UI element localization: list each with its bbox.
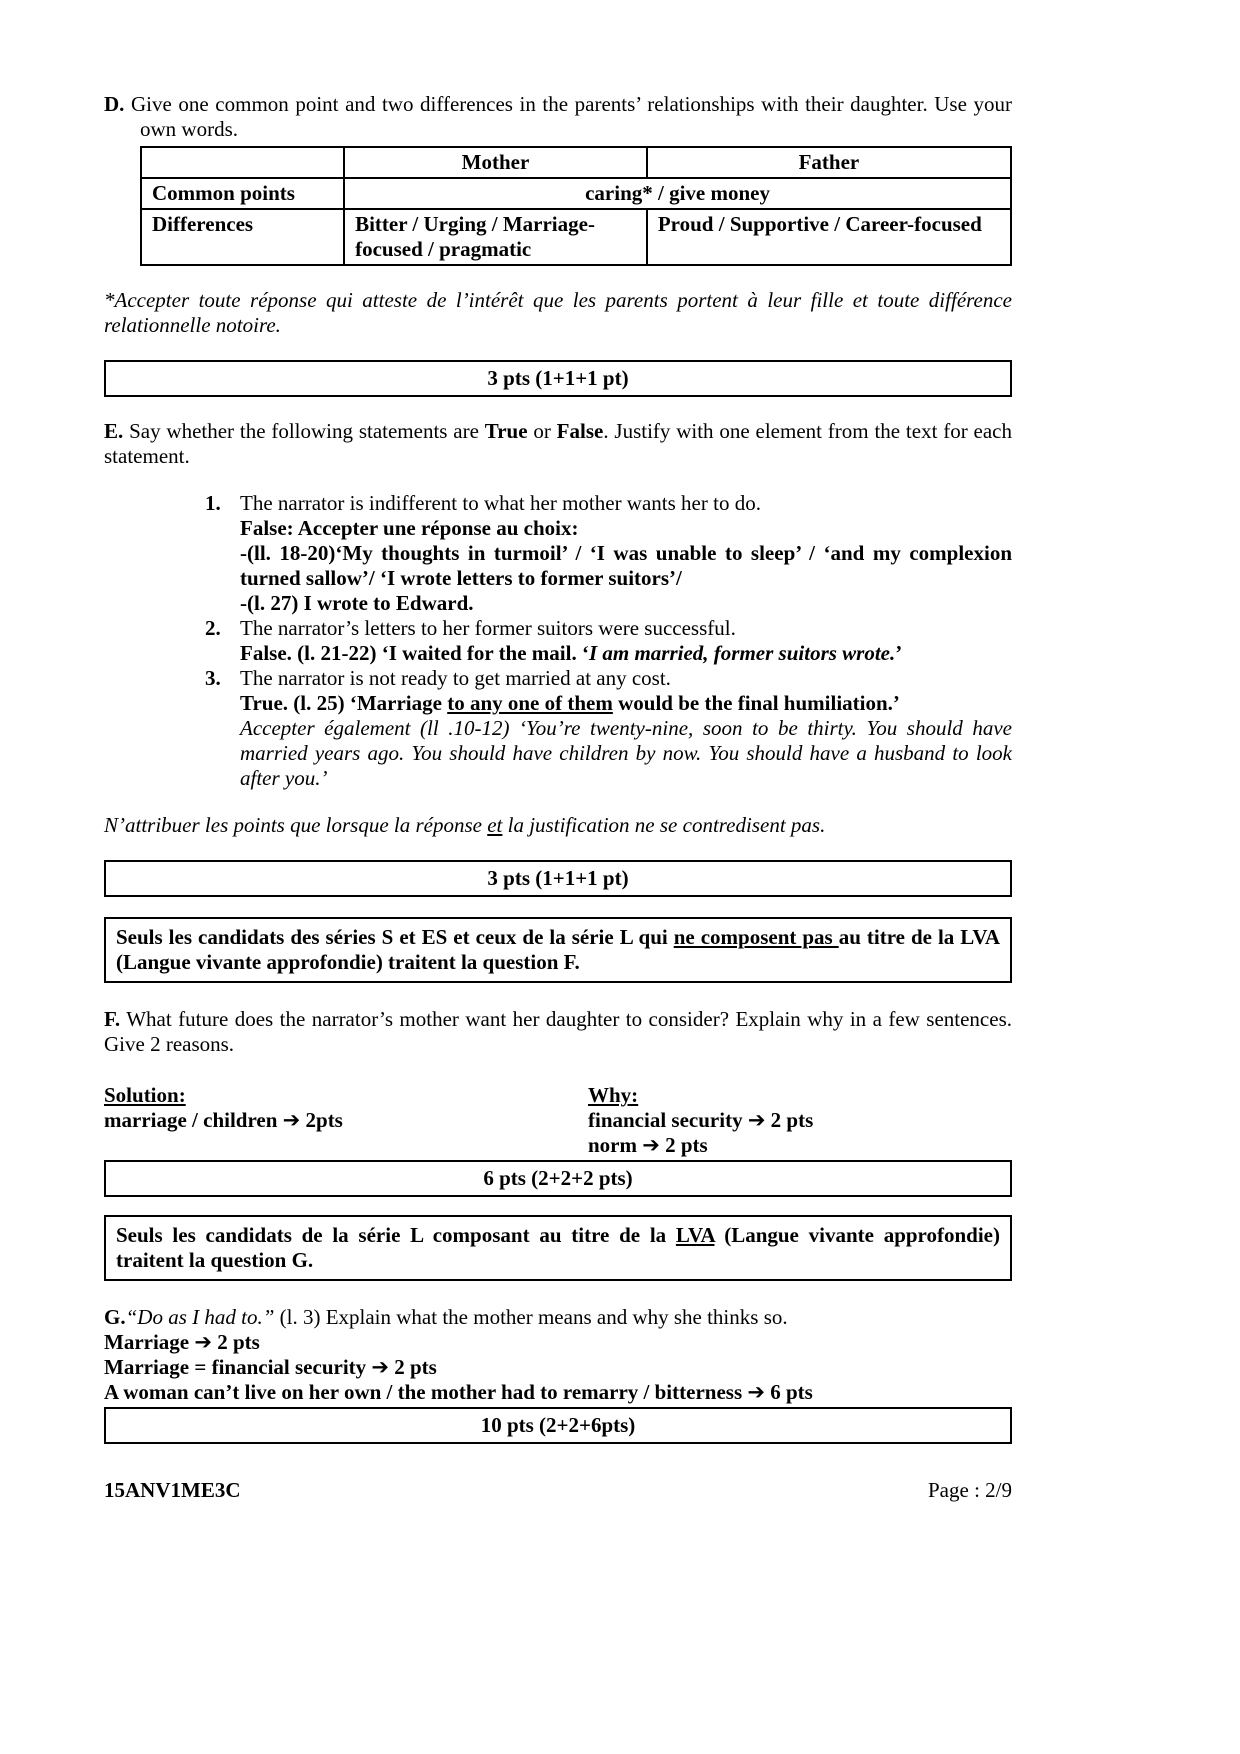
- table-diff-label: Differences: [141, 209, 344, 265]
- word-false: False: [556, 419, 604, 443]
- section-f-text: What future does the narrator’s mother want her daughter to consider? Explain why in a few sentences. Give 2 reasons.: [104, 1007, 1012, 1056]
- section-e-intro: [104, 419, 1012, 469]
- text-run: would be the final humiliation.’: [612, 691, 900, 715]
- answer-line: -(ll. 18-20)‘My thoughts in turmoil’ / ‘I was unable to sleep’ / ‘and my complexion turned sallow’/ ‘I wrote letters to former suitors’/: [240, 541, 1012, 590]
- text-run: N’attribuer les points que lorsque la réponse: [104, 813, 488, 837]
- item-number: 3.: [205, 666, 221, 690]
- answers-table: [140, 146, 1012, 266]
- table-common-row: [141, 178, 1011, 209]
- section-f-intro: [104, 1007, 1012, 1057]
- points-box-f: 6 pts (2+2+2 pts): [104, 1160, 1012, 1197]
- statement-line: [205, 491, 1012, 516]
- text-run: Say whether the following statements are: [123, 419, 485, 443]
- section-d-text: Give one common point and two differences in the parents’ relationships with their daughter. Use your own words.: [131, 92, 1012, 141]
- notice-question-g: [104, 1215, 1012, 1281]
- table-header-row: [141, 147, 1011, 178]
- item-number: 1.: [205, 491, 221, 515]
- text-run: Seuls les candidats de la série L composant au titre de la: [116, 1223, 676, 1247]
- table-header-mother: Mother: [344, 147, 647, 178]
- document-code: 15ANV1ME3C: [104, 1478, 241, 1502]
- statements-list: [205, 491, 1012, 791]
- why-line: financial security ➔ 2 pts: [588, 1108, 814, 1132]
- why-heading: Why:: [588, 1083, 639, 1107]
- solution-column: [104, 1083, 588, 1158]
- table-common-value: caring* / give money: [344, 178, 1011, 209]
- statement-text: The narrator’s letters to her former suitors were successful.: [240, 616, 736, 640]
- statement-item-1: [205, 491, 1012, 616]
- answer-extra-note: Accepter également (ll .10-12) ‘You’re twenty-nine, soon to be thirty. You should have married years ago. You should have children by now. You should have a husband to look after you.’: [240, 716, 1012, 790]
- answer-line: Marriage = financial security ➔ 2 pts: [104, 1355, 437, 1379]
- underlined-text: to any one of them: [447, 691, 613, 715]
- why-column: [588, 1083, 1012, 1158]
- page-footer: [104, 1478, 1012, 1503]
- text-run: or: [527, 419, 557, 443]
- section-g-intro: [104, 1305, 1012, 1330]
- text-run: ’: [895, 641, 903, 665]
- notice-question-f: [104, 917, 1012, 983]
- word-true: True: [484, 419, 528, 443]
- section-e-label: E.: [104, 419, 124, 443]
- points-box-d: 3 pts (1+1+1 pt): [104, 360, 1012, 397]
- table-header-empty-cell: [141, 147, 344, 178]
- underlined-text: ne composent pas: [673, 925, 839, 949]
- table-diff-father: Proud / Supportive / Career-focused: [647, 209, 1011, 265]
- table-header-father: Father: [647, 147, 1011, 178]
- section-g-label: G.: [104, 1305, 126, 1329]
- text-run: True. (l. 25) ‘Marriage: [240, 691, 448, 715]
- page-number: Page : 2/9: [928, 1478, 1012, 1502]
- table-differences-row: [141, 209, 1011, 265]
- statement-item-2: [205, 616, 1012, 666]
- text-run: Seuls les candidats des séries S et ES et ceux de la série L qui: [116, 925, 674, 949]
- points-box-g: 10 pts (2+2+6pts): [104, 1407, 1012, 1444]
- answer-line: A woman can’t live on her own / the mother had to remarry / bitterness ➔ 6 pts: [104, 1380, 813, 1404]
- points-box-e: 3 pts (1+1+1 pt): [104, 860, 1012, 897]
- text-run: la justification ne se contredisent pas.: [502, 813, 826, 837]
- answer-line: [240, 691, 1012, 716]
- statement-line: [205, 616, 1012, 641]
- statement-line: [205, 666, 1012, 691]
- statement-text: The narrator is not ready to get married at any cost.: [240, 666, 671, 690]
- answer-line: Marriage ➔ 2 pts: [104, 1330, 260, 1354]
- table-common-label: Common points: [141, 178, 344, 209]
- answer-line: False: Accepter une réponse au choix:: [240, 516, 579, 540]
- underlined-text: LVA: [675, 1223, 715, 1247]
- statement-item-3: [205, 666, 1012, 791]
- item-number: 2.: [205, 616, 221, 640]
- answer-line: [240, 641, 1012, 666]
- text-run: . Justify with one element from the text for each statement.: [104, 419, 1013, 468]
- text-run: (Langue vivante approfondie) traitent la question G.: [116, 1223, 1000, 1272]
- section-g-text: (l. 3) Explain what the mother means and why she thinks so.: [274, 1305, 788, 1329]
- section-e-note: [104, 813, 1012, 838]
- section-d-label: D.: [104, 92, 125, 116]
- answer-line: -(l. 27) I wrote to Edward.: [240, 591, 474, 615]
- solution-heading: Solution:: [104, 1083, 186, 1107]
- quoted-text: “Do as I had to.”: [125, 1305, 275, 1329]
- underlined-text: et: [487, 813, 503, 837]
- text-run: False. (l. 21-22) ‘I waited for the mail. ‘: [240, 641, 589, 665]
- text-run: au titre de la LVA (Langue vivante approfondie) traitent la question F.: [116, 925, 1000, 974]
- table-diff-mother: Bitter / Urging / Marriage-focused / pragmatic: [344, 209, 647, 265]
- quoted-text: I am married, former suitors wrote.: [588, 641, 896, 665]
- section-d-note: *Accepter toute réponse qui atteste de l’intérêt que les parents portent à leur fille et toute différence relationnelle notoire.: [104, 288, 1012, 337]
- solution-line: marriage / children ➔ 2pts: [104, 1108, 343, 1132]
- section-f-label: F.: [104, 1007, 121, 1031]
- statement-text: The narrator is indifferent to what her mother wants her to do.: [240, 491, 761, 515]
- solution-why-block: [104, 1083, 1012, 1158]
- why-line: norm ➔ 2 pts: [588, 1133, 708, 1157]
- section-d-intro: [104, 92, 1012, 142]
